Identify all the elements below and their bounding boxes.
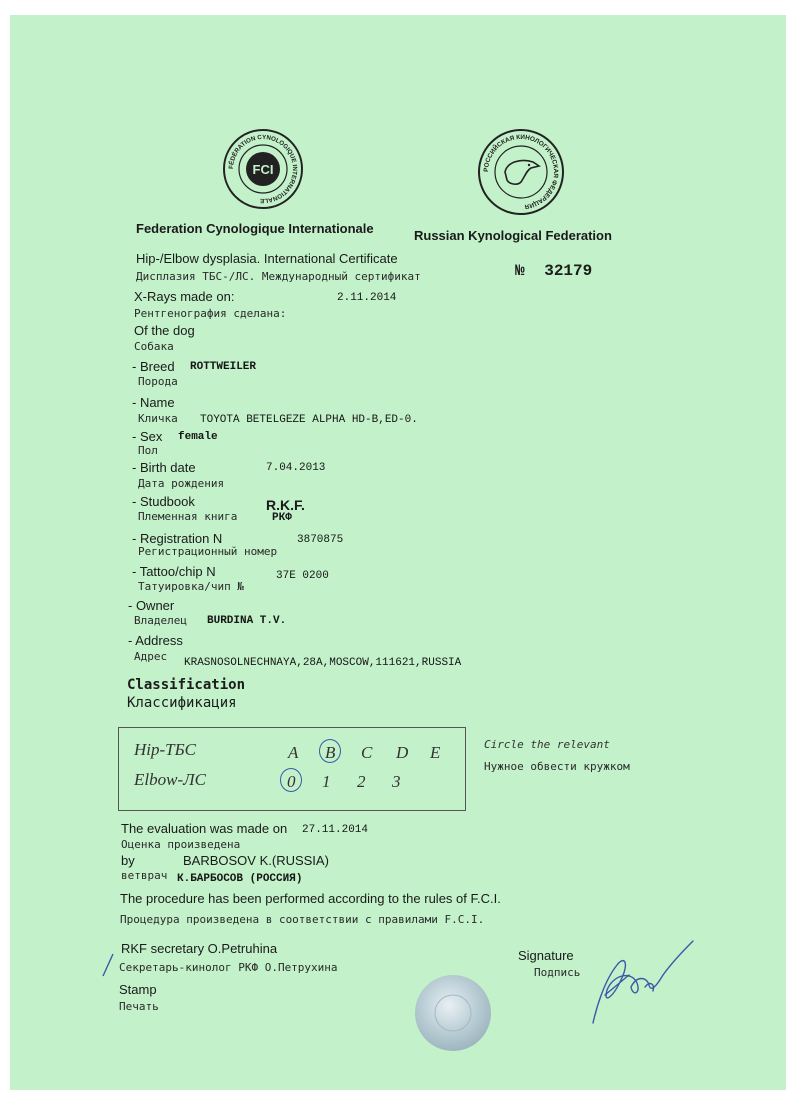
elbow-grade-3: 3 bbox=[392, 772, 401, 791]
elbow-grade-2: 2 bbox=[357, 772, 366, 791]
rkf-seal bbox=[477, 128, 565, 216]
tattoo-label-en: - Tattoo/chip N bbox=[132, 564, 216, 579]
breed-label-ru: Порода bbox=[138, 375, 178, 388]
hip-grade-c: C bbox=[361, 743, 373, 762]
breed-label-en: - Breed bbox=[132, 359, 175, 374]
studbook-label-en: - Studbook bbox=[132, 494, 195, 509]
studbook-value-ru: РКФ bbox=[272, 512, 292, 524]
sex-value: female bbox=[178, 431, 218, 443]
evaluation-label-en: The evaluation was made on bbox=[121, 821, 288, 836]
dog-label-ru: Собака bbox=[134, 340, 174, 353]
vet-ru: К.БАРБОСОВ (РОССИЯ) bbox=[177, 873, 303, 885]
hip-grade-a: A bbox=[288, 743, 299, 762]
fci-logo-text: FCI bbox=[252, 162, 274, 177]
procedure-en: The procedure has been performed according to the rules of F.C.I. bbox=[120, 891, 501, 906]
signature-label-en: Signature bbox=[518, 948, 574, 963]
registration-value: 3870875 bbox=[297, 534, 344, 546]
by-en: by bbox=[121, 853, 135, 868]
procedure-ru: Процедура произведена в соответствии с правилами F.C.I. bbox=[120, 913, 485, 926]
name-label-ru: Кличка bbox=[138, 412, 178, 425]
birth-label-ru: Дата рождения bbox=[138, 477, 225, 490]
xray-date: 2.11.2014 bbox=[337, 292, 397, 304]
elbow-selected-circle bbox=[280, 768, 302, 792]
fci-seal-ring-text: FÉDÉRATION CYNOLOGIQUE INTERNATIONALE bbox=[227, 133, 299, 205]
hip-grade-b: B bbox=[325, 743, 336, 762]
secretary-ru: Секретарь-кинолог РКФ О.Петрухина bbox=[119, 961, 338, 974]
fci-seal bbox=[222, 128, 304, 210]
address-label-ru: Адрес bbox=[134, 650, 168, 663]
title-ru: Дисплазия ТБС-/ЛС. Международный сертификат bbox=[136, 270, 421, 283]
circle-note-en: Circle the relevant bbox=[484, 738, 610, 751]
birth-label-en: - Birth date bbox=[132, 460, 196, 475]
hip-selected-circle bbox=[319, 739, 341, 763]
breed-value: ROTTWEILER bbox=[190, 361, 257, 373]
number-value: 32179 bbox=[544, 262, 593, 280]
hologram-sticker bbox=[413, 973, 493, 1053]
owner-label-ru: Владелец bbox=[134, 614, 187, 627]
dog-head-icon bbox=[505, 160, 539, 184]
tattoo-label-ru: Татуировка/чип № bbox=[138, 580, 244, 593]
signature-label-ru: Подпись bbox=[534, 966, 581, 979]
evaluation-date: 27.11.2014 bbox=[302, 824, 369, 836]
elbow-grade-0: 0 bbox=[287, 772, 296, 791]
elbow-label: Elbow-ЛС bbox=[134, 770, 206, 789]
registration-label-ru: Регистрационный номер bbox=[138, 545, 278, 558]
evaluation-label-ru: Оценка произведена bbox=[121, 838, 241, 851]
classification-heading-ru: Классификация bbox=[127, 695, 237, 711]
name-label-en: - Name bbox=[132, 395, 175, 410]
studbook-value-en: R.K.F. bbox=[266, 497, 305, 513]
hip-label: Hip-ТБС bbox=[134, 740, 196, 759]
birth-value: 7.04.2013 bbox=[266, 462, 326, 474]
handwritten-signature bbox=[585, 935, 705, 1030]
pen-mark bbox=[100, 952, 116, 978]
certificate-sheet bbox=[10, 15, 786, 1090]
name-value: TOYOTA BETELGEZE ALPHA HD-B,ED-0. bbox=[200, 414, 418, 426]
dog-label-en: Of the dog bbox=[134, 323, 195, 338]
rkf-seal-ring-text: РОССИЙСКАЯ КИНОЛОГИЧЕСКАЯ ФЕДЕРАЦИЯ bbox=[482, 133, 560, 210]
stamp-label-ru: Печать bbox=[119, 1000, 159, 1013]
number-sign: № bbox=[515, 262, 525, 280]
xray-label-en: X-Rays made on: bbox=[134, 289, 235, 304]
elbow-grade-1: 1 bbox=[322, 772, 331, 791]
circle-note-ru: Нужное обвести кружком bbox=[484, 760, 630, 773]
studbook-label-ru: Племенная книга bbox=[138, 510, 238, 523]
certificate-number bbox=[515, 262, 592, 280]
tattoo-value: 37E 0200 bbox=[276, 570, 329, 582]
hip-grade-e: E bbox=[430, 743, 441, 762]
registration-label-en: - Registration N bbox=[132, 531, 223, 546]
owner-label-en: - Owner bbox=[128, 598, 175, 613]
address-value: KRASNOSOLNECHNAYA,28A,MOSCOW,111621,RUSSIA bbox=[184, 657, 462, 669]
classification-heading-en: Classification bbox=[127, 677, 246, 693]
owner-value: BURDINA T.V. bbox=[207, 615, 287, 627]
sex-label-ru: Пол bbox=[138, 444, 158, 457]
by-ru: ветврач bbox=[121, 869, 168, 882]
fci-name: Federation Cynologique Internationale bbox=[136, 221, 374, 236]
stamp-label-en: Stamp bbox=[119, 982, 157, 997]
hip-grade-d: D bbox=[396, 743, 409, 762]
rkf-name: Russian Kynological Federation bbox=[414, 228, 612, 243]
xray-label-ru: Рентгенография сделана: bbox=[134, 307, 287, 320]
secretary-en: RKF secretary O.Petruhina bbox=[121, 941, 278, 956]
vet-en: BARBOSOV K.(RUSSIA) bbox=[183, 853, 329, 868]
address-label-en: - Address bbox=[128, 633, 183, 648]
title-en: Hip-/Elbow dysplasia. International Certificate bbox=[136, 251, 398, 266]
sex-label-en: - Sex bbox=[132, 429, 163, 444]
